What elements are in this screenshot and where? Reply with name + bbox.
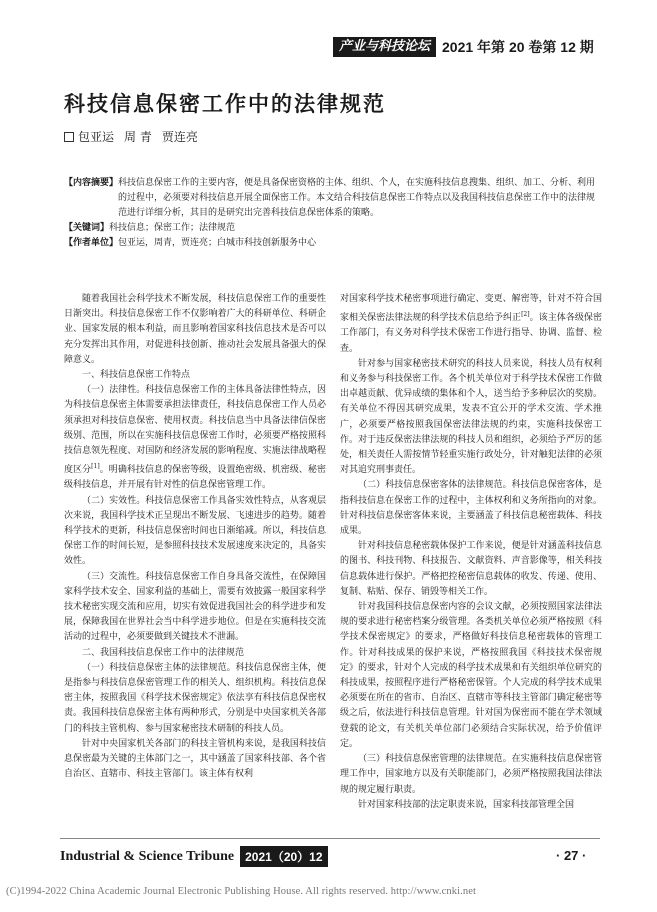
paragraph: （二）实效性。科技信息保密工作具备实效性特点，从客观层次来说，我国科学技术正呈现出不断发展、飞速进步的趋势。随着科学技术的更新，科技信息保密时间也日渐缩减。所以，科技信息保密工作的时间长短，是参照科技技术发展速度来决定的，具备实效性。 [64,495,326,567]
paragraph-continued [340,292,602,357]
author-line [64,128,198,145]
author-unit-label: 【作者单位】 [64,238,119,248]
paragraph: 随着我国社会科学技术不断发展，科技信息保密工作的重要性日渐突出。科技信息保密工作不仅影响着广大的科研单位、科研企业、国家发展的根本利益，而且影响着国家科技信息技术是否可以充分发挥出其作用，对促进科技创新、推动社会发展具备强大的保障意义。 [64,294,326,365]
author-unit-row [64,236,604,251]
keywords-row [64,221,604,236]
journal-name-badge: 产业与科技论坛 [333,37,436,57]
paragraph [64,383,326,493]
paragraph: 针对科技信息秘密载体保护工作来说，便是针对涵盖科技信息的图书、科技刊物、科技报告、文献资料、声音影像等，相关科技信息载体进行保护。严格把控秘密信息载体的收发、传递、使用、复制、粘贴、保存、销毁等相关工作。 [340,541,602,597]
page-number: · 27 · [556,848,587,863]
running-header [333,36,623,58]
keywords-text: 科技信息；保密工作；法律规范 [109,223,236,233]
section-heading: 二、我国科技信息保密工作中的法律规范 [82,647,245,658]
abstract-block [64,176,604,251]
abstract-text: 科技信息保密工作的主要内容，便是具备保密资格的主体、组织、个人，在实施科技信息搜集、组织、加工、分析、利用的过程中，必须要对科技信息开展全面保密工作。本文结合科技信息保密工作特点以及我国科技信息保密工作中的法律规范进行详细分析，其目的是研究出完善科技信息保密体系的策略。 [118,178,596,218]
keywords-label: 【关键词】 [64,223,110,233]
paragraph: 针对我国科技信息保密内容的会议文献，必须按照国家法律法规的要求进行秘密档案分级管理。各类机关单位必须严格按照《科学技术保密规定》的要求，严格做好科技信息秘密载体的管理工作。针对科技成果的保护来说，严格按照我国《科技技术保密规定》的要求，针对个人完成的科学技术成果和有关组织单位研究的科技成果，按照程序进行严格秘密保管。个人完成的科学技术成果必须要在所在的省市、自治区、直辖市等科技主管部门确定秘密等级之后，依法进行科技信息管理。针对国为保密而不能在学术领域登载的论文，有关机关单位部门必须结合实际状况，给予价值评定。 [340,602,602,749]
running-footer [60,846,328,867]
citation-ref: [2] [521,311,530,319]
abstract-summary-row [64,176,604,221]
author-unit-text: 包亚运，周青，贾连亮；白城市科技创新服务中心 [118,238,317,248]
paragraph: （三）交流性。科技信息保密工作自身具备交流性，在保障国家科学技术安全、国家利益的基础上，需要有效披露一般国家科学技术秘密实现交流和应用，切实有效促进我国社会的科学进步和发展，保障我国在世界社会当中科学进步地位。但是在实施科技交流活动的过程中，必须要做到关键技术不泄漏。 [64,571,326,643]
citation-ref: [1] [91,463,100,471]
paragraph: （二）科技信息保密客体的法律规范。科技信息保密客体，是指科技信息在保密工作的过程中，主体权利和义务所指向的对象。针对科技信息保密客体来说，主要涵盖了科技信息秘密载体、科技成果。 [340,480,602,537]
author-marker-box [64,132,74,142]
paragraph-text: 对国家科学技术秘密事项进行确定、变更、解密等，针对不符合国家相关保密法律法规的科学技术信息给予纠正 [340,294,602,324]
paragraph: 针对参与国家秘密技术研究的科技人员来说，科技人员有权利和义务参与科技保密工作。各个机关单位对于科学技术保密工作做出卓越贡献、优异成绩的集体和个人，送当给予多种层次的奖励。有关单位不得因其研究成果，发表不宜公开的学术交流、学术推广，必须要严格按照我国保密法律法规的约束，实施科技保密工作。对于违反保密法律法规的科技人员和组织，必须给予严厉的惩处，相关责任人需按情节轻重实施行政处分，针对触犯法律的必须对其追究刑事责任。 [340,358,602,476]
copyright-notice: (C)1994-2022 China Academic Journal Electronic Publishing House. All rights reserved. http://www.cnki.net [6,886,476,897]
body-column-left [64,292,326,783]
section-heading: 一、科技信息保密工作特点 [82,370,191,381]
footer-divider [60,838,600,839]
author-name: 包亚运 [78,130,115,144]
paragraph-text: 。该主体各级保密工作部门，有义务对科学技术保密工作进行指导、协调、监督、检查。 [340,313,602,354]
author-name: 贾连亮 [161,130,198,144]
paragraph: 针对国家科技部的法定职责来说，国家科技部管理全国 [358,799,575,810]
author-name: 周 青 [124,130,152,144]
article-title: 科技信息保密工作中的法律规范 [64,91,386,116]
paragraph-text: （一）法律性。科技信息保密工作的主体具备法律性特点，因为科技信息保密主体需要承担法律责任，科技信息保密工作人员必须承担对科技信息保密、使用权责。科技信息当中具备法律信保密级别、范围，所以在实施科技信息保密工作时，必须要严格按照科技信息领先程度、对国防和经济发展的影响程度、实施法律战略程度区分 [64,385,326,476]
abstract-label: 【内容摘要】 [64,178,119,188]
body-column-right [340,292,602,813]
paragraph: （三）科技信息保密管理的法律规范。在实施科技信息保密管理工作中，国家地方以及有关职能部门，必须严格按照我国法律法规的规定履行职责。 [340,754,602,795]
journal-name-en: Industrial & Science Tribune [60,848,235,864]
paragraph-text: 。明确科技信息的保密等级，设置绝密级、机密级、秘密级科技信息，并开展有针对性的信息保密管理工作。 [64,465,326,491]
issue-info: 2021 年第 20 卷第 12 期 [442,39,594,55]
paragraph: 针对中央国家机关各部门的科技主管机构来说，是我国科技信息保密最为关键的主体部门之一，其中涵盖了国家科技部、各个省自治区、直辖市、科技主管部门。该主体有权利 [64,738,326,780]
paragraph: （一）科技信息保密主体的法律规范。科技信息保密主体，便是指参与科技信息保密管理工作的相关人、组织机构。科技信息保密主体，按照我国《科学技术保密规定》依法享有科技信息保密权责。我国科技信息保密主体有两种形式，分别是中央国家机关各部门的科技主管机构、参与国家秘密技术研制的科技人员。 [64,662,326,734]
issue-code-badge: 2021（20）12 [240,846,327,867]
